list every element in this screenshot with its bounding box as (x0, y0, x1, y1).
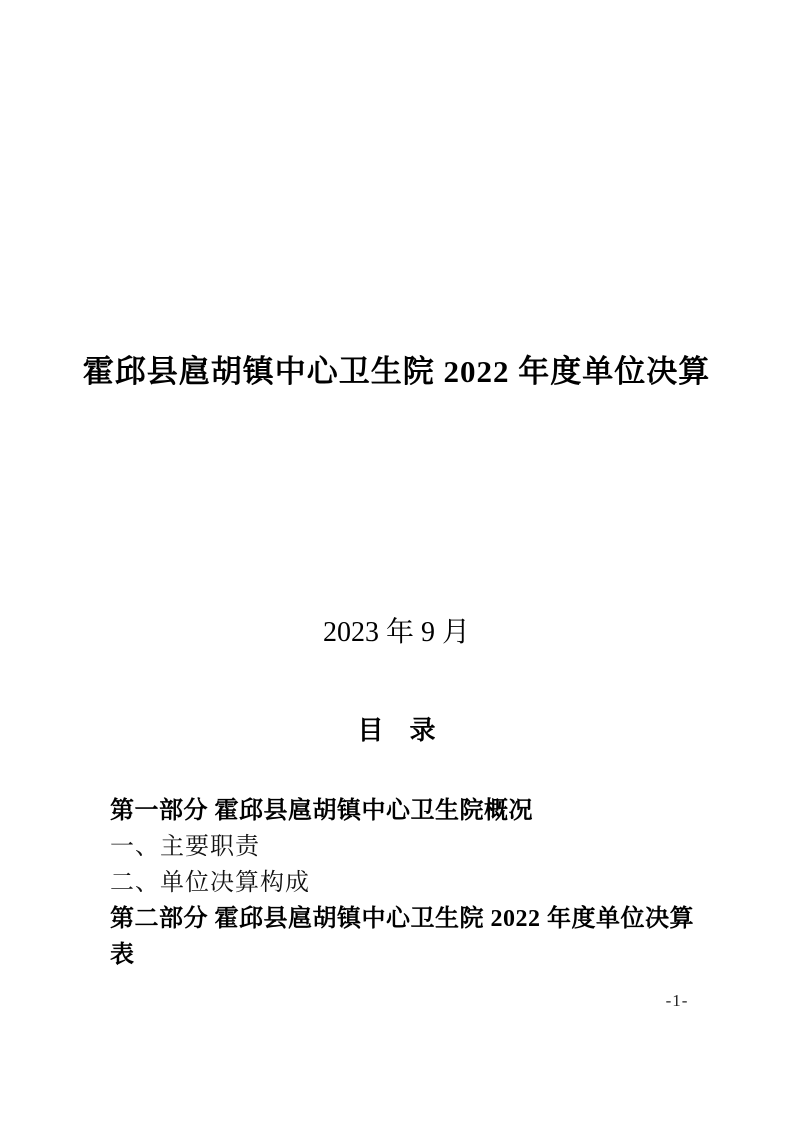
document-title: 霍邱县扈胡镇中心卫生院 2022 年度单位决算 (82, 354, 711, 389)
toc-heading: 目 录 (357, 716, 436, 745)
toc-entry-part2: 第二部分 霍邱县扈胡镇中心卫生院 2022 年度单位决算 (110, 906, 694, 932)
table-of-contents (110, 793, 710, 973)
document-date: 2023 年 9 月 (322, 617, 470, 648)
toc-entry-part2-continuation: 表 (110, 942, 135, 968)
toc-entry-budget-composition: 二、单位决算构成 (110, 870, 310, 896)
toc-entry-main-duties: 一、主要职责 (110, 834, 260, 860)
page-number: -1- (665, 991, 689, 1010)
toc-entry-part1: 第一部分 霍邱县扈胡镇中心卫生院概况 (110, 798, 533, 824)
